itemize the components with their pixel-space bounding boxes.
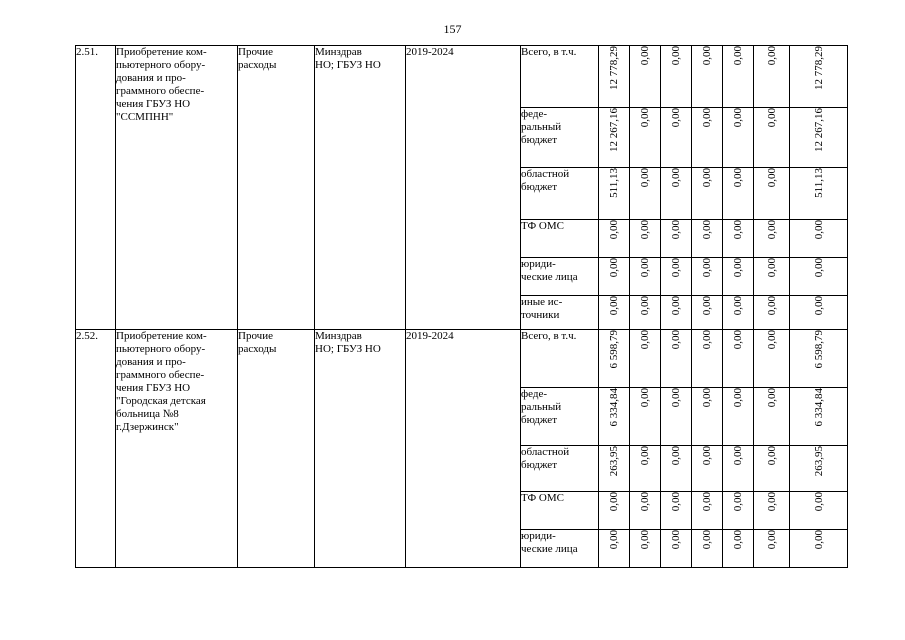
value-text: 0,00 [765,388,778,408]
value-text: 12 778,29 [608,46,620,90]
value-text: 12 267,16 [608,108,620,152]
value-text: 0,00 [670,446,682,466]
value-cell [754,388,790,446]
value-cell [661,330,692,388]
value-text: 0,00 [608,530,620,550]
value-text: 0,00 [670,296,682,316]
value-cell [630,530,661,568]
value-text: 0,00 [670,492,682,512]
value-cell [754,446,790,492]
value-text: 6 334,84 [812,388,825,427]
value-cell [754,46,790,108]
value-text: 0,00 [608,220,620,240]
value-cell [661,46,692,108]
value-text: 6 598,79 [608,330,620,369]
value-text: 0,00 [732,388,744,408]
value-text: 0,00 [670,220,682,240]
value-text: 0,00 [670,46,682,66]
value-cell [754,330,790,388]
value-cell [692,108,723,168]
value-cell [790,330,848,388]
value-text: 0,00 [701,258,713,278]
value-text: 0,00 [765,446,778,466]
table-row [76,46,848,108]
funding-source: Всего, в т.ч. [521,330,599,388]
value-text: 0,00 [701,220,713,240]
value-cell [599,492,630,530]
value-cell [599,388,630,446]
funding-source: феде- ральный бюджет [521,108,599,168]
funding-source: феде- ральный бюджет [521,388,599,446]
value-cell [661,296,692,330]
value-text: 0,00 [639,258,651,278]
value-text: 0,00 [670,258,682,278]
executor: Минздрав НО; ГБУЗ НО [315,330,406,568]
value-cell [790,220,848,258]
value-cell [692,168,723,220]
value-cell [630,220,661,258]
value-text: 0,00 [765,296,778,316]
value-cell [754,530,790,568]
value-cell [790,168,848,220]
value-text: 0,00 [639,108,651,128]
value-text: 0,00 [701,46,713,66]
value-cell [790,388,848,446]
value-text: 0,00 [812,530,825,550]
table-row [76,330,848,388]
value-text: 0,00 [732,492,744,512]
value-text: 0,00 [812,296,825,316]
value-cell [599,108,630,168]
value-cell [630,168,661,220]
value-text: 0,00 [639,530,651,550]
value-cell [790,296,848,330]
value-text: 0,00 [765,330,778,350]
value-cell [661,446,692,492]
value-cell [692,530,723,568]
value-text: 0,00 [732,446,744,466]
value-cell [723,220,754,258]
value-cell [599,296,630,330]
value-text: 0,00 [732,530,744,550]
value-cell [723,108,754,168]
value-text: 0,00 [732,168,744,188]
value-cell [661,258,692,296]
value-text: 0,00 [732,108,744,128]
value-cell [661,220,692,258]
value-cell [723,168,754,220]
value-cell [723,492,754,530]
value-text: 0,00 [639,330,651,350]
funding-source: ТФ ОМС [521,220,599,258]
value-text: 0,00 [639,492,651,512]
value-cell [661,108,692,168]
value-cell [630,258,661,296]
funding-source: юриди- ческие лица [521,258,599,296]
value-cell [630,296,661,330]
value-cell [599,220,630,258]
value-text: 0,00 [765,108,778,128]
value-cell [754,220,790,258]
value-text: 511,13 [812,168,825,198]
value-cell [790,108,848,168]
value-cell [630,388,661,446]
value-text: 0,00 [732,46,744,66]
value-text: 12 778,29 [812,46,825,90]
value-cell [692,330,723,388]
value-text: 0,00 [701,330,713,350]
value-text: 0,00 [639,220,651,240]
value-cell [790,492,848,530]
value-text: 0,00 [812,258,825,278]
funding-source: областной бюджет [521,446,599,492]
value-cell [599,530,630,568]
value-cell [723,46,754,108]
value-text: 0,00 [701,446,713,466]
value-text: 511,13 [608,168,620,198]
period: 2019-2024 [406,46,521,330]
value-cell [692,296,723,330]
value-text: 0,00 [765,258,778,278]
value-cell [723,296,754,330]
value-text: 12 267,16 [812,108,825,152]
value-cell [599,168,630,220]
value-cell [661,168,692,220]
value-cell [630,446,661,492]
funding-source: ТФ ОМС [521,492,599,530]
value-text: 6 598,79 [812,330,825,369]
expense-type: Прочие расходы [238,46,315,330]
value-text: 0,00 [670,168,682,188]
value-cell [661,530,692,568]
value-cell [723,388,754,446]
value-cell [692,388,723,446]
value-cell [754,168,790,220]
value-cell [790,258,848,296]
value-text: 0,00 [732,220,744,240]
value-cell [692,220,723,258]
value-text: 0,00 [608,296,620,316]
value-cell [692,258,723,296]
value-cell [754,492,790,530]
funding-source: юриди- ческие лица [521,530,599,568]
value-text: 0,00 [608,492,620,512]
value-cell [723,530,754,568]
value-cell [692,46,723,108]
value-text: 0,00 [765,168,778,188]
executor: Минздрав НО; ГБУЗ НО [315,46,406,330]
value-text: 0,00 [670,330,682,350]
value-cell [630,108,661,168]
value-cell [692,446,723,492]
expense-type: Прочие расходы [238,330,315,568]
value-cell [790,530,848,568]
value-text: 0,00 [701,168,713,188]
value-cell [599,330,630,388]
item-number: 2.52. [76,330,116,568]
value-text: 0,00 [701,388,713,408]
value-cell [599,258,630,296]
value-text: 0,00 [765,220,778,240]
value-text: 263,95 [812,446,825,477]
value-cell [661,388,692,446]
value-text: 0,00 [670,388,682,408]
value-cell [630,492,661,530]
funding-source: Всего, в т.ч. [521,46,599,108]
value-cell [599,46,630,108]
value-text: 0,00 [701,296,713,316]
value-cell [790,46,848,108]
period: 2019-2024 [406,330,521,568]
value-cell [599,446,630,492]
value-cell [723,446,754,492]
value-text: 0,00 [639,388,651,408]
value-cell [630,46,661,108]
value-text: 0,00 [701,530,713,550]
value-cell [661,492,692,530]
value-text: 263,95 [608,446,620,477]
page-number: 157 [443,22,462,36]
value-text: 6 334,84 [608,388,620,427]
value-text: 0,00 [812,492,825,512]
value-cell [790,446,848,492]
value-text: 0,00 [670,108,682,128]
value-cell [754,296,790,330]
value-text: 0,00 [812,220,825,240]
value-cell [692,492,723,530]
value-text: 0,00 [732,296,744,316]
value-cell [723,330,754,388]
budget-table-body [76,46,848,568]
value-text: 0,00 [670,530,682,550]
funding-source: иные ис- точники [521,296,599,330]
budget-table [75,45,848,568]
value-cell [630,330,661,388]
value-text: 0,00 [639,296,651,316]
value-text: 0,00 [639,46,651,66]
item-name: Приобретение ком- пьютерного обору- дования и про- граммного обеспе- чения ГБУЗ НО "ССМПНН" [116,46,238,330]
value-text: 0,00 [732,330,744,350]
item-name: Приобретение ком- пьютерного обору- дования и про- граммного обеспе- чения ГБУЗ НО "Городская детская больница №8 г.Дзержинск" [116,330,238,568]
item-number: 2.51. [76,46,116,330]
value-text: 0,00 [701,492,713,512]
value-text: 0,00 [608,258,620,278]
value-text: 0,00 [639,168,651,188]
value-text: 0,00 [765,530,778,550]
value-text: 0,00 [639,446,651,466]
value-text: 0,00 [765,492,778,512]
value-text: 0,00 [732,258,744,278]
value-text: 0,00 [701,108,713,128]
value-cell [723,258,754,296]
value-cell [754,108,790,168]
value-text: 0,00 [765,46,778,66]
value-cell [754,258,790,296]
funding-source: областной бюджет [521,168,599,220]
